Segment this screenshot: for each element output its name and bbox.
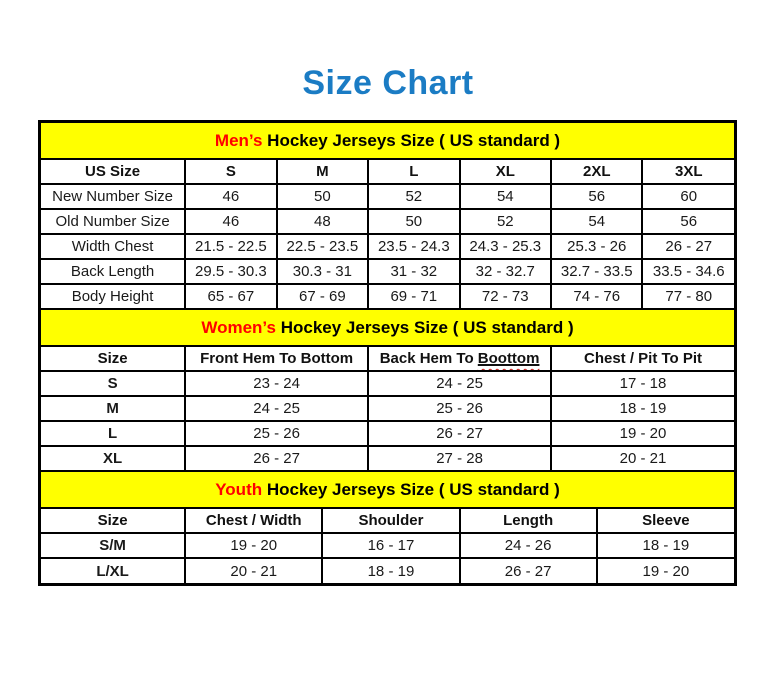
table-cell: 52 — [460, 209, 551, 234]
column-header-2xl: 2XL — [551, 159, 642, 184]
table-header-row — [41, 508, 734, 533]
column-header-shoulder: Shoulder — [322, 508, 459, 533]
column-header-back-hem — [368, 346, 551, 371]
table-cell: 18 - 19 — [597, 533, 734, 558]
table-cell: 46 — [185, 184, 276, 209]
section-header-youth-cell — [41, 472, 734, 508]
table-cell: 26 - 27 — [185, 446, 368, 471]
table-cell: 20 - 21 — [551, 446, 734, 471]
column-header-chest-width: Chest / Width — [185, 508, 322, 533]
table-cell: 56 — [642, 209, 734, 234]
misspelled-word: Boottom — [477, 350, 540, 367]
table-row — [41, 259, 734, 284]
column-header-size: Size — [41, 508, 185, 533]
table-cell: 77 - 80 — [642, 284, 734, 309]
table-row — [41, 396, 734, 421]
table-header-row — [41, 346, 734, 371]
column-header-s: S — [185, 159, 276, 184]
table-cell: 32 - 32.7 — [460, 259, 551, 284]
table-cell: 25 - 26 — [368, 396, 551, 421]
table-row — [41, 184, 734, 209]
page-title: Size Chart — [302, 64, 474, 102]
womens-size-table — [41, 310, 734, 472]
table-row — [41, 284, 734, 309]
table-cell: 23 - 24 — [185, 371, 368, 396]
section-header-womens-cell — [41, 310, 734, 346]
column-header-front-hem: Front Hem To Bottom — [185, 346, 368, 371]
table-row — [41, 421, 734, 446]
section-header-youth — [41, 472, 734, 508]
table-row — [41, 533, 734, 558]
table-row — [41, 446, 734, 471]
table-cell: 69 - 71 — [368, 284, 459, 309]
size-chart-container — [38, 120, 737, 586]
row-label: L/XL — [41, 558, 185, 583]
section-accent-youth: Youth — [215, 479, 263, 499]
row-label: Body Height — [41, 284, 185, 309]
table-cell: 65 - 67 — [185, 284, 276, 309]
table-cell: 46 — [185, 209, 276, 234]
table-cell: 31 - 32 — [368, 259, 459, 284]
table-row — [41, 558, 734, 583]
table-cell: 33.5 - 34.6 — [642, 259, 734, 284]
back-hem-prefix: Back Hem To — [379, 350, 478, 367]
section-header-womens — [41, 310, 734, 346]
table-cell: 26 - 27 — [642, 234, 734, 259]
table-cell: 72 - 73 — [460, 284, 551, 309]
table-cell: 23.5 - 24.3 — [368, 234, 459, 259]
section-accent-mens: Men’s — [214, 130, 263, 150]
table-cell: 16 - 17 — [322, 533, 459, 558]
table-cell: 18 - 19 — [322, 558, 459, 583]
table-cell: 56 — [551, 184, 642, 209]
youth-size-table — [41, 472, 734, 583]
section-title-mens: Hockey Jerseys Size ( US standard ) — [262, 130, 561, 150]
column-header-xl: XL — [460, 159, 551, 184]
table-cell: 50 — [368, 209, 459, 234]
section-title-womens: Hockey Jerseys Size ( US standard ) — [275, 317, 574, 337]
table-cell: 26 - 27 — [368, 421, 551, 446]
column-header-size: Size — [41, 346, 185, 371]
section-header-mens — [41, 123, 734, 159]
row-label: Width Chest — [41, 234, 185, 259]
table-cell: 19 - 20 — [185, 533, 322, 558]
table-cell: 54 — [551, 209, 642, 234]
table-row — [41, 209, 734, 234]
table-cell: 27 - 28 — [368, 446, 551, 471]
table-cell: 17 - 18 — [551, 371, 734, 396]
column-header-length: Length — [460, 508, 597, 533]
table-cell: 25.3 - 26 — [551, 234, 642, 259]
table-cell: 54 — [460, 184, 551, 209]
table-cell: 19 - 20 — [551, 421, 734, 446]
table-row — [41, 371, 734, 396]
table-cell: 48 — [277, 209, 368, 234]
table-cell: 30.3 - 31 — [277, 259, 368, 284]
column-header-3xl: 3XL — [642, 159, 734, 184]
table-cell: 74 - 76 — [551, 284, 642, 309]
row-label: S — [41, 371, 185, 396]
table-cell: 24 - 25 — [185, 396, 368, 421]
row-label: Old Number Size — [41, 209, 185, 234]
table-cell: 29.5 - 30.3 — [185, 259, 276, 284]
section-accent-womens: Women’s — [201, 317, 276, 337]
table-header-row — [41, 159, 734, 184]
table-cell: 21.5 - 22.5 — [185, 234, 276, 259]
row-label: Back Length — [41, 259, 185, 284]
table-cell: 24 - 26 — [460, 533, 597, 558]
row-label: M — [41, 396, 185, 421]
row-label: S/M — [41, 533, 185, 558]
table-cell: 32.7 - 33.5 — [551, 259, 642, 284]
table-cell: 18 - 19 — [551, 396, 734, 421]
section-title-youth: Hockey Jerseys Size ( US standard ) — [262, 479, 560, 499]
column-header-m: M — [277, 159, 368, 184]
row-label: New Number Size — [41, 184, 185, 209]
row-label: XL — [41, 446, 185, 471]
table-cell: 24 - 25 — [368, 371, 551, 396]
column-header-us-size: US Size — [41, 159, 185, 184]
table-cell: 67 - 69 — [277, 284, 368, 309]
table-cell: 19 - 20 — [597, 558, 734, 583]
row-label: L — [41, 421, 185, 446]
table-cell: 20 - 21 — [185, 558, 322, 583]
mens-size-table — [41, 123, 734, 310]
table-cell: 24.3 - 25.3 — [460, 234, 551, 259]
table-cell: 26 - 27 — [460, 558, 597, 583]
column-header-l: L — [368, 159, 459, 184]
table-cell: 50 — [277, 184, 368, 209]
table-cell: 52 — [368, 184, 459, 209]
table-cell: 60 — [642, 184, 734, 209]
column-header-chest-pit: Chest / Pit To Pit — [551, 346, 734, 371]
table-cell: 22.5 - 23.5 — [277, 234, 368, 259]
table-cell: 25 - 26 — [185, 421, 368, 446]
table-row — [41, 234, 734, 259]
section-header-mens-cell — [41, 123, 734, 159]
column-header-sleeve: Sleeve — [597, 508, 734, 533]
